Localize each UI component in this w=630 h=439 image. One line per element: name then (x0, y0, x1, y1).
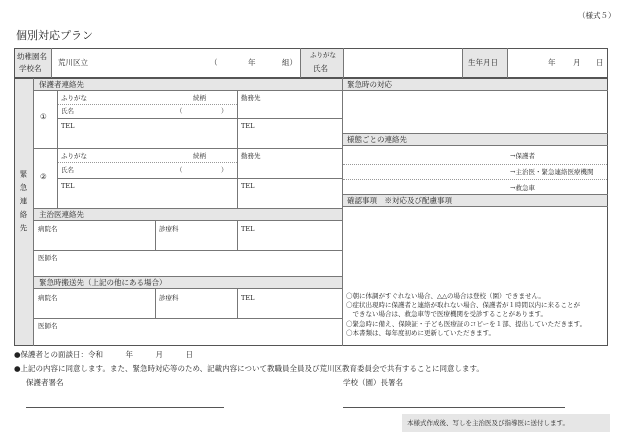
guardian-signature-line[interactable] (26, 407, 224, 408)
transport-tel-label: TEL (241, 294, 255, 302)
doctor-physician-label: 医師名 (38, 254, 58, 262)
principal-signature-label: 学校（園）長署名 (343, 378, 403, 387)
transport-dept-label: 診療科 (159, 294, 179, 302)
guardian-2-tel-label: TEL (61, 182, 75, 190)
guardian-2-work-label: 勤務先 (241, 152, 261, 160)
paren-close: ） (221, 107, 228, 115)
guardian-1-name-label: 氏名 (61, 107, 74, 115)
guardian-1-number: ① (40, 112, 47, 121)
guardian-2-number: ② (40, 172, 47, 181)
guardian-1-work-tel-label: TEL (241, 122, 255, 130)
guardian-1-relation-label: 続柄 (193, 94, 206, 102)
school-label-1: 幼稚園名 (17, 52, 47, 61)
class-label: 組） (282, 58, 297, 67)
note-line: できない場合は、救急車等で医療機関を受診することがあります。 (346, 310, 547, 318)
guardian-2-name-label: 氏名 (61, 166, 74, 174)
paren-open: （ (176, 166, 183, 174)
school-label-2: 学校名 (19, 64, 42, 73)
contact-guardian: →保護者 (510, 152, 535, 160)
furigana-label: ふりがな (310, 51, 336, 59)
grade-year-label: 年 (248, 58, 256, 67)
student-name-label: 氏名 (313, 64, 328, 73)
birth-year-label: 年 (548, 58, 556, 67)
emergency-contact-vertical-label: 緊急連絡先 (19, 170, 28, 238)
consent-statement: ●上記の内容に同意します。また、緊急時対応等のため、記載内容について教職員全員及び荒川区教育委員会で共有することに同意します。 (14, 364, 484, 373)
paren-open: （ (210, 58, 218, 67)
guardian-2-furigana-label: ふりがな (61, 152, 87, 160)
contact-doctor: →主治医・緊急連絡医療機関 (510, 168, 594, 176)
note-line: 〇朝に体調がすぐれない場合、△△の場合は登校（園）できません。 (346, 292, 545, 300)
interview-date: ●保護者との面談日：令和 年 月 日 (14, 350, 194, 359)
guardian-header: 保護者連絡先 (39, 80, 84, 89)
guardian-1-tel-label: TEL (61, 122, 75, 130)
doctor-tel-label: TEL (241, 225, 255, 233)
contact-ambulance: →救急車 (510, 184, 535, 192)
note-line: 〇症状出現時に保護者と連絡が取れない場合、保護者が１時間以内に来ることが (346, 301, 580, 309)
form-number: （様式５） (578, 11, 616, 20)
page-title: 個別対応プラン (16, 29, 93, 42)
birth-day-label: 日 (596, 58, 604, 67)
emergency-response-input[interactable] (345, 92, 605, 130)
transport-header: 緊急時搬送先（上記の他にある場合） (39, 278, 167, 287)
birth-date-label: 生年月日 (468, 58, 498, 67)
doctor-header: 主治医連絡先 (39, 210, 84, 219)
note-line: 〇本書類は、毎年度初めに更新していただきます。 (346, 329, 495, 337)
school-name-value[interactable]: 荒川区立 (58, 58, 88, 67)
doctor-hospital-label: 病院名 (38, 225, 58, 233)
note-line: 〇緊急時に備え、保険証・子ども医療証のコピーを１部、提出していただきます。 (346, 320, 587, 328)
guardian-2-relation-label: 続柄 (193, 152, 206, 160)
footer-note: 本様式作成後、写しを主治医及び指導医に送付します。 (407, 419, 569, 427)
guardian-2-work-tel-label: TEL (241, 182, 255, 190)
confirmation-input[interactable] (345, 209, 605, 289)
student-name-input[interactable] (350, 51, 458, 73)
contact-by-condition-header: 様態ごとの連絡先 (347, 135, 407, 144)
principal-signature-line[interactable] (343, 407, 565, 408)
confirmation-header: 確認事項 ※対応及び配慮事項 (347, 196, 452, 205)
paren-open: （ (176, 107, 183, 115)
guardian-1-furigana-label: ふりがな (61, 94, 87, 102)
paren-close: ） (221, 166, 228, 174)
birth-month-label: 月 (573, 58, 581, 67)
guardian-signature-label: 保護者署名 (26, 378, 64, 387)
guardian-1-work-label: 勤務先 (241, 94, 261, 102)
emergency-response-header: 緊急時の対応 (347, 80, 392, 89)
transport-hospital-label: 病院名 (38, 294, 58, 302)
transport-physician-label: 医師名 (38, 322, 58, 330)
doctor-dept-label: 診療科 (159, 225, 179, 233)
